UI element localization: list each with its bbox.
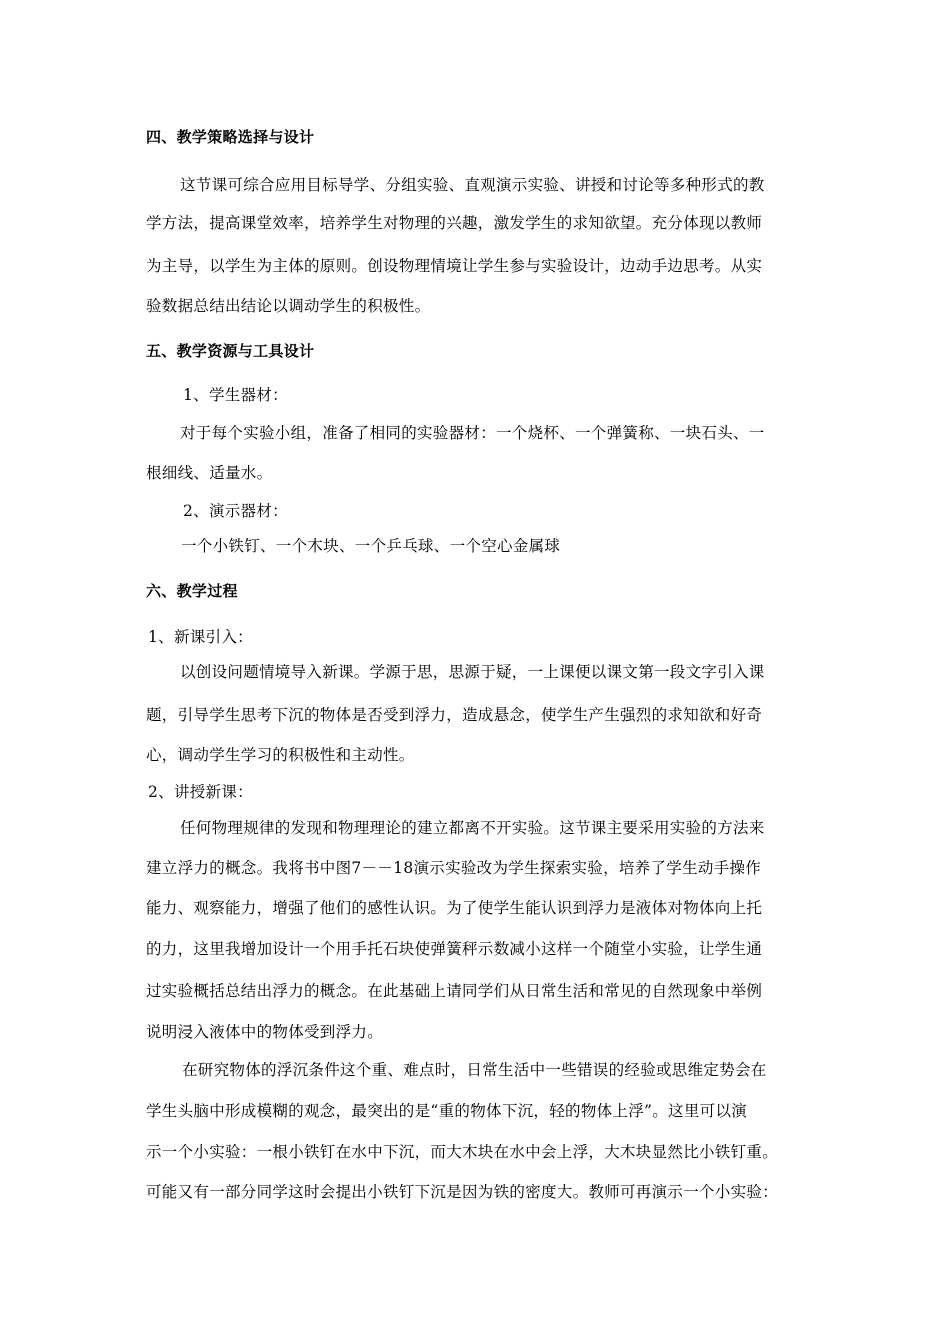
- paragraph-line: 在研究物体的浮沉条件这个重、难点时，日常生活中一些错误的经验或思维定势会在: [182, 1061, 767, 1079]
- paragraph-line: 任何物理规律的发现和物理理论的建立都离不开实验。这节课主要采用实验的方法来: [180, 819, 765, 837]
- list-item-label: 1、学生器材：: [183, 386, 288, 404]
- list-item-label: 2、讲授新课：: [148, 783, 253, 801]
- paragraph-line: 建立浮力的概念。我将书中图7－－18演示实验改为学生探索实验，培养了学生动手操作: [146, 859, 762, 877]
- list-item-label: 2、演示器材：: [183, 502, 288, 520]
- paragraph-line: 这节课可综合应用目标导学、分组实验、直观演示实验、讲授和讨论等多种形式的教: [180, 176, 765, 194]
- paragraph-line: 可能又有一部分同学这时会提出小铁钉下沉是因为铁的密度大。教师可再演示一个小实验：: [146, 1183, 779, 1201]
- paragraph-line: 能力、观察能力，增强了他们的感性认识。为了使学生能认识到浮力是液体对物体向上托: [146, 899, 763, 917]
- section-5-heading: 五、教学资源与工具设计: [146, 342, 315, 360]
- list-item-label: 1、新课引入：: [148, 628, 253, 646]
- section-6-heading: 六、教学过程: [146, 582, 238, 600]
- paragraph-line: 题，引导学生思考下沉的物体是否受到浮力，造成悬念，使学生产生强烈的求知欲和好奇: [146, 706, 763, 724]
- paragraph-line: 心，调动学生学习的积极性和主动性。: [146, 746, 415, 764]
- paragraph-line: 示一个小实验：一根小铁钉在水中下沉，而大木块在水中会上浮，大木块显然比小铁钉重。: [146, 1143, 779, 1161]
- paragraph-line: 过实验概括总结出浮力的概念。在此基础上请同学们从日常生活和常见的自然现象中举例: [146, 982, 763, 1000]
- paragraph-line: 的力，这里我增加设计一个用手托石块使弹簧秤示数减小这样一个随堂小实验，让学生通: [146, 940, 763, 958]
- paragraph-line: 一个小铁钉、一个木块、一个乒乓球、一个空心金属球: [181, 537, 561, 555]
- paragraph-line: 根细线、适量水。: [146, 464, 273, 482]
- paragraph-line: 学方法，提高课堂效率，培养学生对物理的兴趣，激发学生的求知欲望。充分体现以教师: [146, 214, 763, 232]
- paragraph-line: 说明浸入液体中的物体受到浮力。: [146, 1023, 384, 1041]
- paragraph-line: 以创设问题情境导入新课。学源于思，思源于疑，一上课便以课文第一段文字引入课: [180, 663, 765, 681]
- paragraph-line: 学生头脑中形成模糊的观念，最突出的是“重的物体下沉，轻的物体上浮”。这里可以演: [146, 1102, 748, 1120]
- paragraph-line: 为主导，以学生为主体的原则。创设物理情境让学生参与实验设计，边动手边思考。从实: [146, 257, 763, 275]
- paragraph-line: 验数据总结出结论以调动学生的积极性。: [146, 297, 431, 315]
- section-4-heading: 四、教学策略选择与设计: [146, 128, 315, 146]
- paragraph-line: 对于每个实验小组，准备了相同的实验器材：一个烧杯、一个弹簧称、一块石头、一: [180, 424, 765, 442]
